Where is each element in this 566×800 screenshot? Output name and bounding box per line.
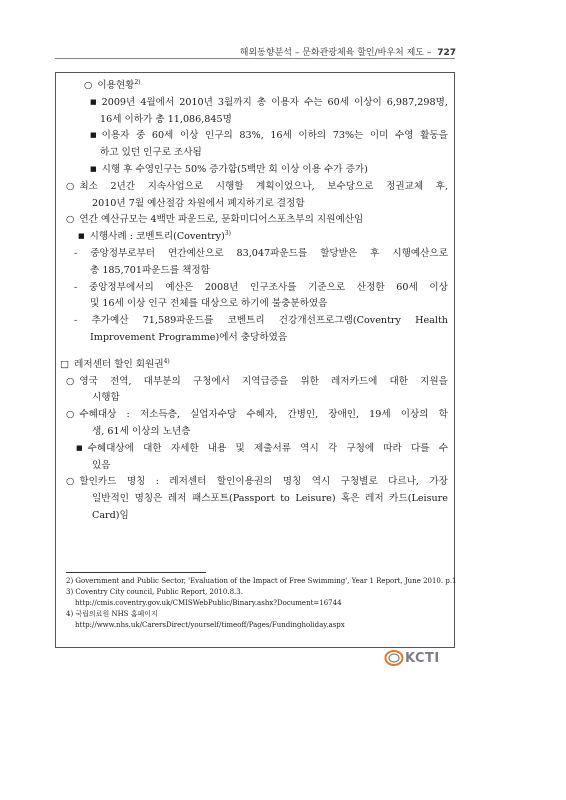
word: 및 — [235, 442, 245, 454]
word: 4월에서 — [140, 96, 175, 108]
word: 구청에서 — [192, 375, 230, 387]
line-l2b: 16세 이하가 총 11,086,845명 — [100, 113, 232, 125]
word: 따라 — [383, 442, 402, 454]
word: to — [280, 493, 290, 505]
word: 중앙정부에서의 — [88, 281, 154, 293]
word: 이상 — [179, 130, 199, 142]
footnote-rule — [66, 572, 206, 573]
circle-bullet-icon: ○ — [66, 180, 75, 192]
word: 구청별로 — [340, 476, 378, 488]
line-l2a — [80, 95, 448, 112]
word: 이상 — [429, 281, 448, 293]
bullet-usage: ○ 이용현황$^{2)}$ — [84, 78, 141, 91]
word: 일반적인 — [92, 493, 130, 505]
circle-bullet-icon: ○ — [66, 409, 75, 421]
line-l11b: 시행함 — [92, 392, 120, 404]
word: 정권교체 — [386, 180, 424, 192]
word: 중앙정부로부터 — [90, 247, 156, 259]
word: 수 — [438, 442, 448, 454]
word: 저소득층, — [139, 409, 180, 421]
word: 패스포트(Passport — [191, 493, 275, 505]
word: 2년간 — [110, 180, 136, 192]
line-l9a — [74, 280, 448, 297]
word: 시행할 — [215, 180, 244, 192]
word: 지원을 — [420, 375, 448, 387]
line-l13a — [76, 441, 448, 458]
square-bullet-icon: ■ — [78, 232, 85, 241]
line-l5b: 2010년 7월 예산절감 차원에서 폐지하기로 결정함 — [92, 197, 305, 209]
word: 후, — [435, 180, 448, 192]
word: 60세 — [327, 96, 349, 108]
word: ■ 이용자 — [90, 130, 130, 142]
circle-bullet-icon: ○ — [66, 476, 75, 488]
word: 16세 — [270, 130, 292, 142]
word: 예산은 — [165, 281, 194, 293]
word: 후 — [370, 247, 380, 259]
word: 중 — [136, 130, 146, 142]
footnote-4: 4) 국립의료원 NHS 홈페이지 — [66, 610, 158, 618]
word: 대한 — [389, 375, 408, 387]
word: 19세 — [369, 409, 391, 421]
word: 학 — [438, 409, 448, 421]
word: 간병인, — [287, 409, 319, 421]
footnote-ref: 2) — [134, 78, 141, 86]
word: 대한 — [143, 442, 162, 454]
word: 전역, — [110, 375, 132, 387]
word: 시행예산으로 — [392, 247, 448, 259]
word: 83%, — [239, 130, 264, 142]
word: 명칭 — [126, 476, 146, 488]
footnote-ref: 4) — [163, 357, 170, 365]
line-l3b: 하고 있던 인구로 조사됨 — [100, 147, 202, 159]
word: 인구의 — [205, 130, 233, 142]
word: ■ 수혜대상에 — [76, 442, 134, 454]
word: - — [74, 315, 78, 327]
square-bullet-icon: ■ — [76, 443, 83, 452]
word: 다를 — [410, 442, 430, 454]
word: : — [155, 476, 159, 488]
word: Health — [415, 315, 448, 327]
section-leisure-center: □ 레저센터 할인 회원권$^{4)}$ — [60, 357, 170, 370]
line-l10a — [74, 313, 448, 330]
footnote-ref: 3) — [224, 229, 232, 237]
word: 혹은 — [341, 493, 360, 505]
footnote-3: 3) Coventry City council, Public Report, 2010.8.3. — [66, 588, 243, 596]
word: 카드(Leisure — [389, 493, 448, 505]
word: 장애인, — [328, 409, 360, 421]
word: 명칭은 — [134, 493, 163, 505]
word: 71,589파운드를 — [142, 315, 214, 327]
word: 명칭 — [282, 476, 302, 488]
line-l13b: 있음 — [92, 459, 111, 471]
word: 지속사업으로 — [147, 180, 204, 192]
word: 수혜자, — [246, 409, 278, 421]
kcti-logo-icon — [384, 650, 404, 666]
circle-bullet-icon: ○ — [66, 375, 75, 387]
word: 계획이었으나, — [256, 180, 315, 192]
word: 레저 — [167, 493, 187, 505]
word: 실업자수당 — [190, 409, 237, 421]
word: 수는 — [303, 96, 323, 108]
word: Leisure) — [295, 493, 336, 505]
line-l7: ■ 시행사례 : 코벤트리(Coventry)$^{3)}$ — [78, 229, 232, 243]
header-title: 해외동향분석 – 문화관광체육 할인/바우처 제도 – — [239, 48, 432, 58]
word: ○ 영국 — [66, 375, 98, 387]
word: 각 — [327, 442, 338, 454]
word: 60세 — [396, 281, 418, 293]
line-l14b — [80, 491, 448, 508]
line-l9b: 및 16세 이상 인구 전체를 대상으로 하기에 불충분하였음 — [90, 298, 328, 310]
word: 역시 — [311, 476, 331, 488]
word: 이하의 — [298, 130, 327, 142]
line-l11a — [66, 374, 448, 391]
word: 73%는 — [332, 130, 364, 142]
word: 보수당으로 — [327, 180, 374, 192]
box-bullet-icon: □ — [60, 358, 70, 370]
line-l5a — [66, 179, 448, 196]
word: 코벤트리 — [227, 315, 265, 327]
word: 내용 — [207, 442, 227, 454]
word: 총 — [256, 96, 267, 108]
footnote-3-url: http://cmis.coventry.gov.uk/CMISWebPublic/Binary.ashx?Document=16744 — [75, 599, 342, 607]
circle-bullet-icon: ○ — [84, 80, 93, 91]
word: 6,987,298명, — [386, 96, 448, 108]
footnotes — [66, 576, 457, 631]
word: 수영 — [395, 130, 414, 142]
word: - — [74, 247, 78, 259]
word: 지역급증을 — [241, 375, 289, 387]
line-l12a — [66, 407, 448, 424]
word: 제출서류 — [253, 442, 292, 454]
line-l4: ■ 시행 후 수영인구는 50% 증가함(5백만 회 이상 이용 수가 증가) — [90, 163, 368, 175]
word: ○ 최소 — [66, 180, 98, 192]
word: 할당받은 — [320, 247, 358, 259]
word: 2008년 — [204, 281, 239, 293]
word: 구청에 — [346, 442, 375, 454]
kcti-logo — [384, 650, 440, 666]
word: 2010년 — [179, 96, 213, 108]
line-l12b: 생, 61세 이상의 노년층 — [92, 425, 191, 437]
word: 이상이 — [353, 96, 382, 108]
word: 이상의 — [400, 409, 429, 421]
word: 레저센터 — [169, 476, 207, 488]
page-number: 727 — [437, 48, 456, 58]
word: 60세 — [151, 130, 174, 142]
word: 활동을 — [420, 130, 448, 142]
word: 인구조사를 — [250, 281, 297, 293]
header-rule — [55, 58, 455, 59]
word: 레저 — [365, 493, 384, 505]
footnote-4-url: http://www.nhs.uk/CarersDirect/yourself/timeoff/Pages/Fundingholiday.aspx — [75, 621, 345, 629]
word: 기준으로 — [308, 281, 346, 293]
line-l6: ○ 연간 예산규모는 4백만 파운드로, 문화미디어스포츠부의 지원예산임 — [66, 214, 364, 226]
line-l14a — [66, 474, 448, 491]
word: 레저카드에 — [331, 375, 378, 387]
line-l8a — [74, 246, 448, 263]
square-bullet-icon: ■ — [90, 97, 97, 106]
line-l10b: Improvement Programme)에서 충당하였음 — [90, 331, 288, 343]
word: 83,047파운드를 — [236, 247, 308, 259]
word: 자세한 — [170, 442, 199, 454]
word: ■ 2009년 — [90, 96, 136, 108]
word: 대부분의 — [143, 375, 181, 387]
square-bullet-icon: ■ — [90, 131, 97, 140]
line-l14c: Card)임 — [92, 509, 129, 521]
word: : — [126, 409, 130, 421]
word: 가장 — [429, 476, 448, 488]
word: 다르나, — [388, 476, 419, 488]
line-l3a — [80, 128, 448, 145]
word: ○ 할인카드 — [66, 476, 117, 488]
word: - — [74, 281, 78, 293]
word: 추가예산 — [91, 315, 129, 327]
word: 연간예산으로 — [168, 247, 224, 259]
running-header — [240, 45, 456, 58]
word: 위한 — [300, 375, 319, 387]
word: 이미 — [369, 130, 389, 142]
word: 할인이용권의 — [216, 476, 273, 488]
circle-bullet-icon: ○ — [66, 214, 75, 226]
square-bullet-icon: ■ — [90, 164, 97, 173]
word: 3월까지 — [217, 96, 252, 108]
word: 역시 — [300, 442, 319, 454]
word: 건강개선프로그램(Coventry — [278, 315, 401, 327]
body-content — [60, 78, 448, 525]
word: 산정한 — [356, 281, 385, 293]
footnote-2: 2) Government and Public Sector, 'Evaluation of the Impact of Free Swimming', Year 1 Report, June 2010. p.1 — [66, 577, 457, 585]
word: 이용자 — [271, 96, 299, 108]
kcti-logo-text: KCTI — [405, 650, 440, 666]
line-l8b: 총 185,701파운드를 책정함 — [90, 264, 210, 276]
word: ○ 수혜대상 — [66, 409, 117, 421]
